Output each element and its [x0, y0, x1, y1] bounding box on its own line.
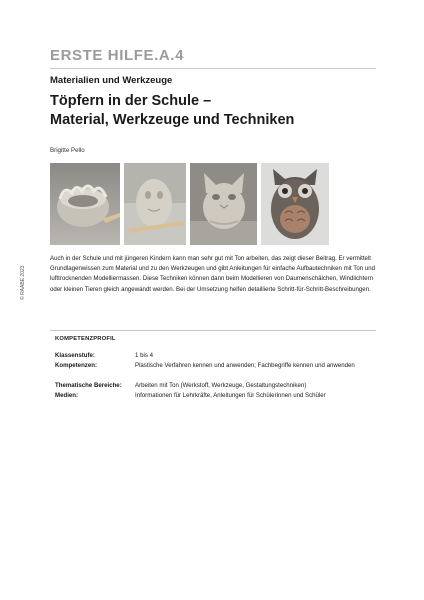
- title-line-2: Material, Werkzeuge und Techniken: [50, 112, 295, 128]
- page-title: [50, 92, 380, 130]
- clay-figure-with-tool-photo: [124, 163, 186, 245]
- header-divider: [50, 68, 376, 69]
- series-code: ERSTE HILFE.A.4: [50, 47, 185, 64]
- profile-heading: KOMPETENZPROFIL: [55, 336, 116, 342]
- profile-value: Plastische Verfahren kennen und anwenden; Fachbegriffe kennen und anwenden: [135, 362, 355, 369]
- profile-divider: [50, 330, 376, 331]
- clay-bowl-photo: [50, 163, 120, 245]
- profile-value: Arbeiten mit Ton (Werkstoff, Werkzeuge, Gestaltungstechniken): [135, 382, 307, 389]
- category-label: Materialien und Werkzeuge: [50, 75, 173, 86]
- title-line-1: Töpfern in der Schule –: [50, 93, 212, 109]
- intro-paragraph: Auch in der Schule und mit jüngeren Kindern kann man sehr gut mit Ton arbeiten, das zeigt dieser Beitrag. Er vermittelt Grundlagenwissen zum Material und zu den Werkzeugen und gibt Anleitungen für einfache Aufbautechniken mit Ton und lufttrocknenden Modelliermassen. Diese Techniken können dann beim Modellieren von Daumenschälchen, Windlichtern oder kleinen Tieren gleich angewandt werden. Bei der Umsetzung helfen detaillierte Schritt-für-Schritt-Beschreibungen.: [50, 255, 375, 293]
- profile-label: Medien:: [55, 392, 79, 399]
- profile-label: Klassenstufe:: [55, 352, 95, 359]
- photo-strip: [50, 163, 377, 245]
- profile-label: Kompetenzen:: [55, 362, 97, 369]
- clay-cat-photo: [190, 163, 257, 245]
- copyright-note: © RAABE 2023: [20, 265, 26, 300]
- profile-value: 1 bis 4: [135, 352, 153, 359]
- profile-value: Informationen für Lehrkräfte, Anleitungen für Schülerinnen und Schüler: [135, 392, 326, 399]
- glazed-owl-photo: [261, 163, 329, 245]
- profile-label: Thematische Bereiche:: [55, 382, 122, 389]
- author-name: Brigitte Pello: [50, 147, 85, 154]
